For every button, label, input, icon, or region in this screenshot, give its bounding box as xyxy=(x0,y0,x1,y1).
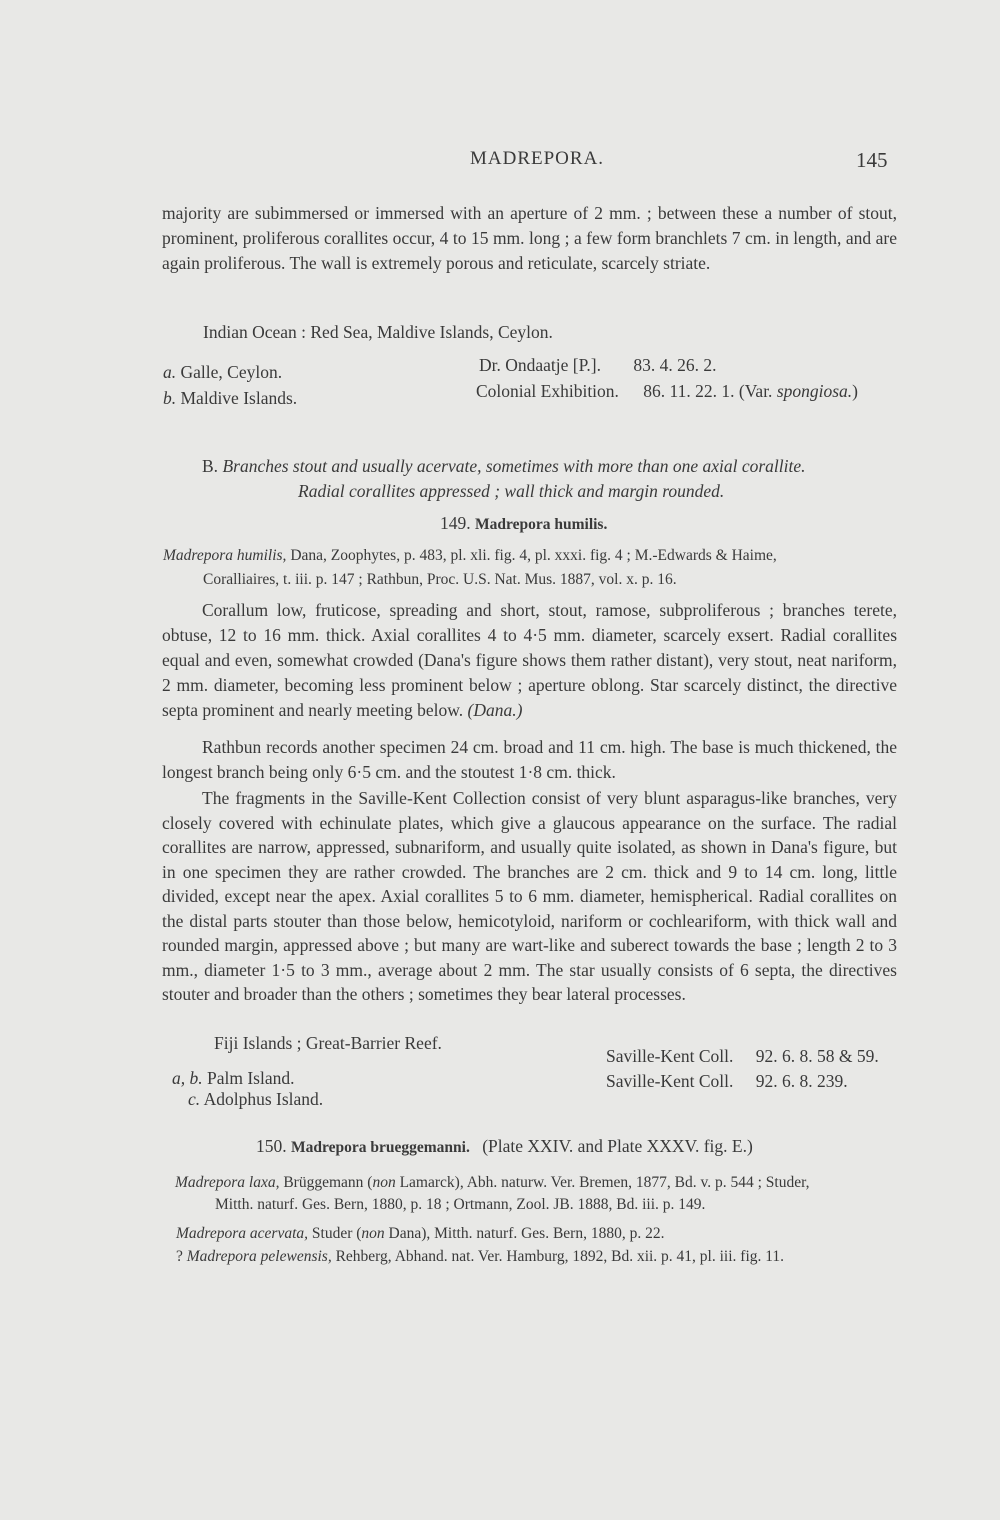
species-name: Madrepora brueggemanni. xyxy=(291,1139,470,1156)
synonym-149-line-2: Coralliaires, t. iii. p. 147 ; Rathbun, Proc. U.S. Nat. Mus. 1887, vol. x. p. 16. xyxy=(203,571,677,588)
intro-paragraph xyxy=(162,201,897,276)
row-close-paren: ) xyxy=(852,381,858,401)
synonym-non: non xyxy=(361,1225,385,1242)
row-note: spongiosa. xyxy=(776,381,853,401)
section-line-2: Radial corallites appressed ; wall thick and margin rounded. xyxy=(298,481,725,501)
row-label: a. xyxy=(163,362,177,382)
locality-region-149: Fiji Islands ; Great-Barrier Reef. xyxy=(214,1033,442,1053)
row-place: Palm Island. xyxy=(207,1068,295,1088)
synonym-name: Madrepora laxa, xyxy=(175,1174,280,1191)
locality-row-a xyxy=(163,362,282,383)
rathbun-text: Rathbun records another specimen 24 cm. broad and 11 cm. high. The base is much thickened, the longest branch being only 6·5 cm. and the stoutest 1·8 cm. thick. xyxy=(162,737,897,782)
synonym-ref-a: Brüggemann ( xyxy=(283,1174,373,1191)
species-plates: (Plate XXIV. and Plate XXXV. fig. E.) xyxy=(482,1136,753,1156)
row-reg: 92. 6. 8. 239. xyxy=(755,1071,848,1091)
description-149 xyxy=(162,598,897,723)
page-number: 145 xyxy=(856,148,888,172)
row-place: Maldive Islands. xyxy=(180,388,298,408)
synonym-150-1-line-2: Mitth. naturf. Ges. Bern, 1880, p. 18 ; Ortmann, Zool. JB. 1888, Bd. iii. p. 149. xyxy=(215,1196,706,1213)
locality-row-b-donor xyxy=(476,381,858,402)
row-label: c. xyxy=(188,1089,201,1109)
species-150-heading xyxy=(256,1136,753,1157)
synonym-150-2 xyxy=(176,1225,664,1243)
synonym-ref: Dana, Zoophytes, p. 483, pl. xli. fig. 4, pl. xxxi. fig. 4 ; M.-Edwards & Haime, xyxy=(290,547,777,564)
synonym-150-1-line-1 xyxy=(175,1174,810,1192)
synonym-ref: Rehberg, Abhand. nat. Ver. Hamburg, 1892, Bd. xii. p. 41, pl. iii. fig. 11. xyxy=(335,1248,785,1265)
synonym-query: ? xyxy=(176,1248,183,1265)
synonym-150-3 xyxy=(176,1248,784,1266)
section-letter: B. xyxy=(202,456,219,476)
row-reg: 92. 6. 8. 58 & 59. xyxy=(755,1046,879,1066)
section-line-1: Branches stout and usually acervate, sometimes with more than one axial corallite. xyxy=(222,456,806,476)
synonym-non: non xyxy=(372,1174,396,1191)
rathbun-paragraph xyxy=(162,735,897,785)
intro-text: majority are subimmersed or immersed with an aperture of 2 mm. ; between these a number of stout, prominent, proliferous corallites occur, 4 to 15 mm. long ; a few form branchlets 7 cm. in length, and are again proliferous. The wall is extremely porous and reticulate, scarcely striate. xyxy=(162,203,897,273)
synonym-name: Madrepora acervata, xyxy=(176,1225,309,1242)
row-place: Galle, Ceylon. xyxy=(180,362,283,382)
species-number: 150. xyxy=(256,1136,287,1156)
locality-149-row-ab xyxy=(172,1068,295,1089)
synonym-ref-b: Dana), Mitth. naturf. Ges. Bern, 1880, p. 22. xyxy=(384,1225,665,1242)
synonym-name: Madrepora humilis, xyxy=(163,547,287,564)
row-place: Adolphus Island. xyxy=(203,1089,324,1109)
row-donor: Dr. Ondaatje [P.]. xyxy=(479,355,601,375)
locality-149-row-c-donor xyxy=(606,1071,848,1092)
row-donor: Saville-Kent Coll. xyxy=(606,1071,734,1091)
row-donor: Colonial Exhibition. xyxy=(476,381,619,401)
synonym-ref-b: Lamarck), Abh. naturw. Ver. Bremen, 1877, Bd. v. p. 544 ; Studer, xyxy=(395,1174,810,1191)
locality-region-1: Indian Ocean : Red Sea, Maldive Islands, Ceylon. xyxy=(203,322,553,342)
synonym-ref-a: Studer ( xyxy=(311,1225,362,1242)
locality-row-b xyxy=(163,388,297,409)
locality-149-row-c xyxy=(188,1089,323,1110)
row-label: a, b. xyxy=(172,1068,203,1088)
row-donor: Saville-Kent Coll. xyxy=(606,1046,734,1066)
species-number: 149. xyxy=(440,513,471,533)
locality-row-a-donor xyxy=(479,355,717,376)
section-b-heading xyxy=(202,456,806,477)
running-title: MADREPORA. xyxy=(470,148,605,169)
fragments-paragraph xyxy=(162,786,897,1007)
row-label: b. xyxy=(163,388,177,408)
synonym-149-line-1 xyxy=(163,547,777,565)
row-reg: 83. 4. 26. 2. xyxy=(633,355,717,375)
row-reg: 86. 11. 22. 1. (Var. xyxy=(643,381,777,401)
species-149-heading xyxy=(440,513,607,534)
fragments-text: The fragments in the Saville-Kent Collection consist of very blunt asparagus-like branches, very closely covered with echinulate plates, which give a glaucous appearance on the surface. The radial corallites are narrow, appressed, subnariform, and usually quite isolated, as shown in Dana's figure, but in one specimen they are rather crowded. The branches are 2 cm. thick and 9 to 14 cm. long, little divided, except near the apex. Axial corallites 5 to 6 mm. diameter, hemispherical. Radial corallites on the distal parts stouter than those below, hemicotyloid, nariform or cochleariform, with thick wall and rounded margin, appressed above ; but many are wart-like and suberect towards the base ; length 2 to 3 mm., diameter 1·5 to 3 mm., average about 2 mm. The star usually consists of 6 septa, the directives stouter and broader than the others ; sometimes they bear lateral processes. xyxy=(162,788,897,1004)
species-name: Madrepora humilis. xyxy=(475,516,608,533)
description-text: Corallum low, fruticose, spreading and short, stout, ramose, subproliferous ; branches terete, obtuse, 12 to 16 mm. thick. Axial corallites 4 to 4·5 mm. diameter, scarcely exsert. Radial corallites equal and even, somewhat crowded (Dana's figure shows them rather distant), very stout, neat nariform, 2 mm. diameter, becoming less prominent below ; aperture oblong. Star scarcely distinct, the directive septa prominent and nearly meeting below. xyxy=(162,600,897,720)
synonym-name: Madrepora pelewensis, xyxy=(186,1248,332,1265)
description-cite: (Dana.) xyxy=(467,700,523,720)
locality-149-row-ab-donor xyxy=(606,1046,879,1067)
